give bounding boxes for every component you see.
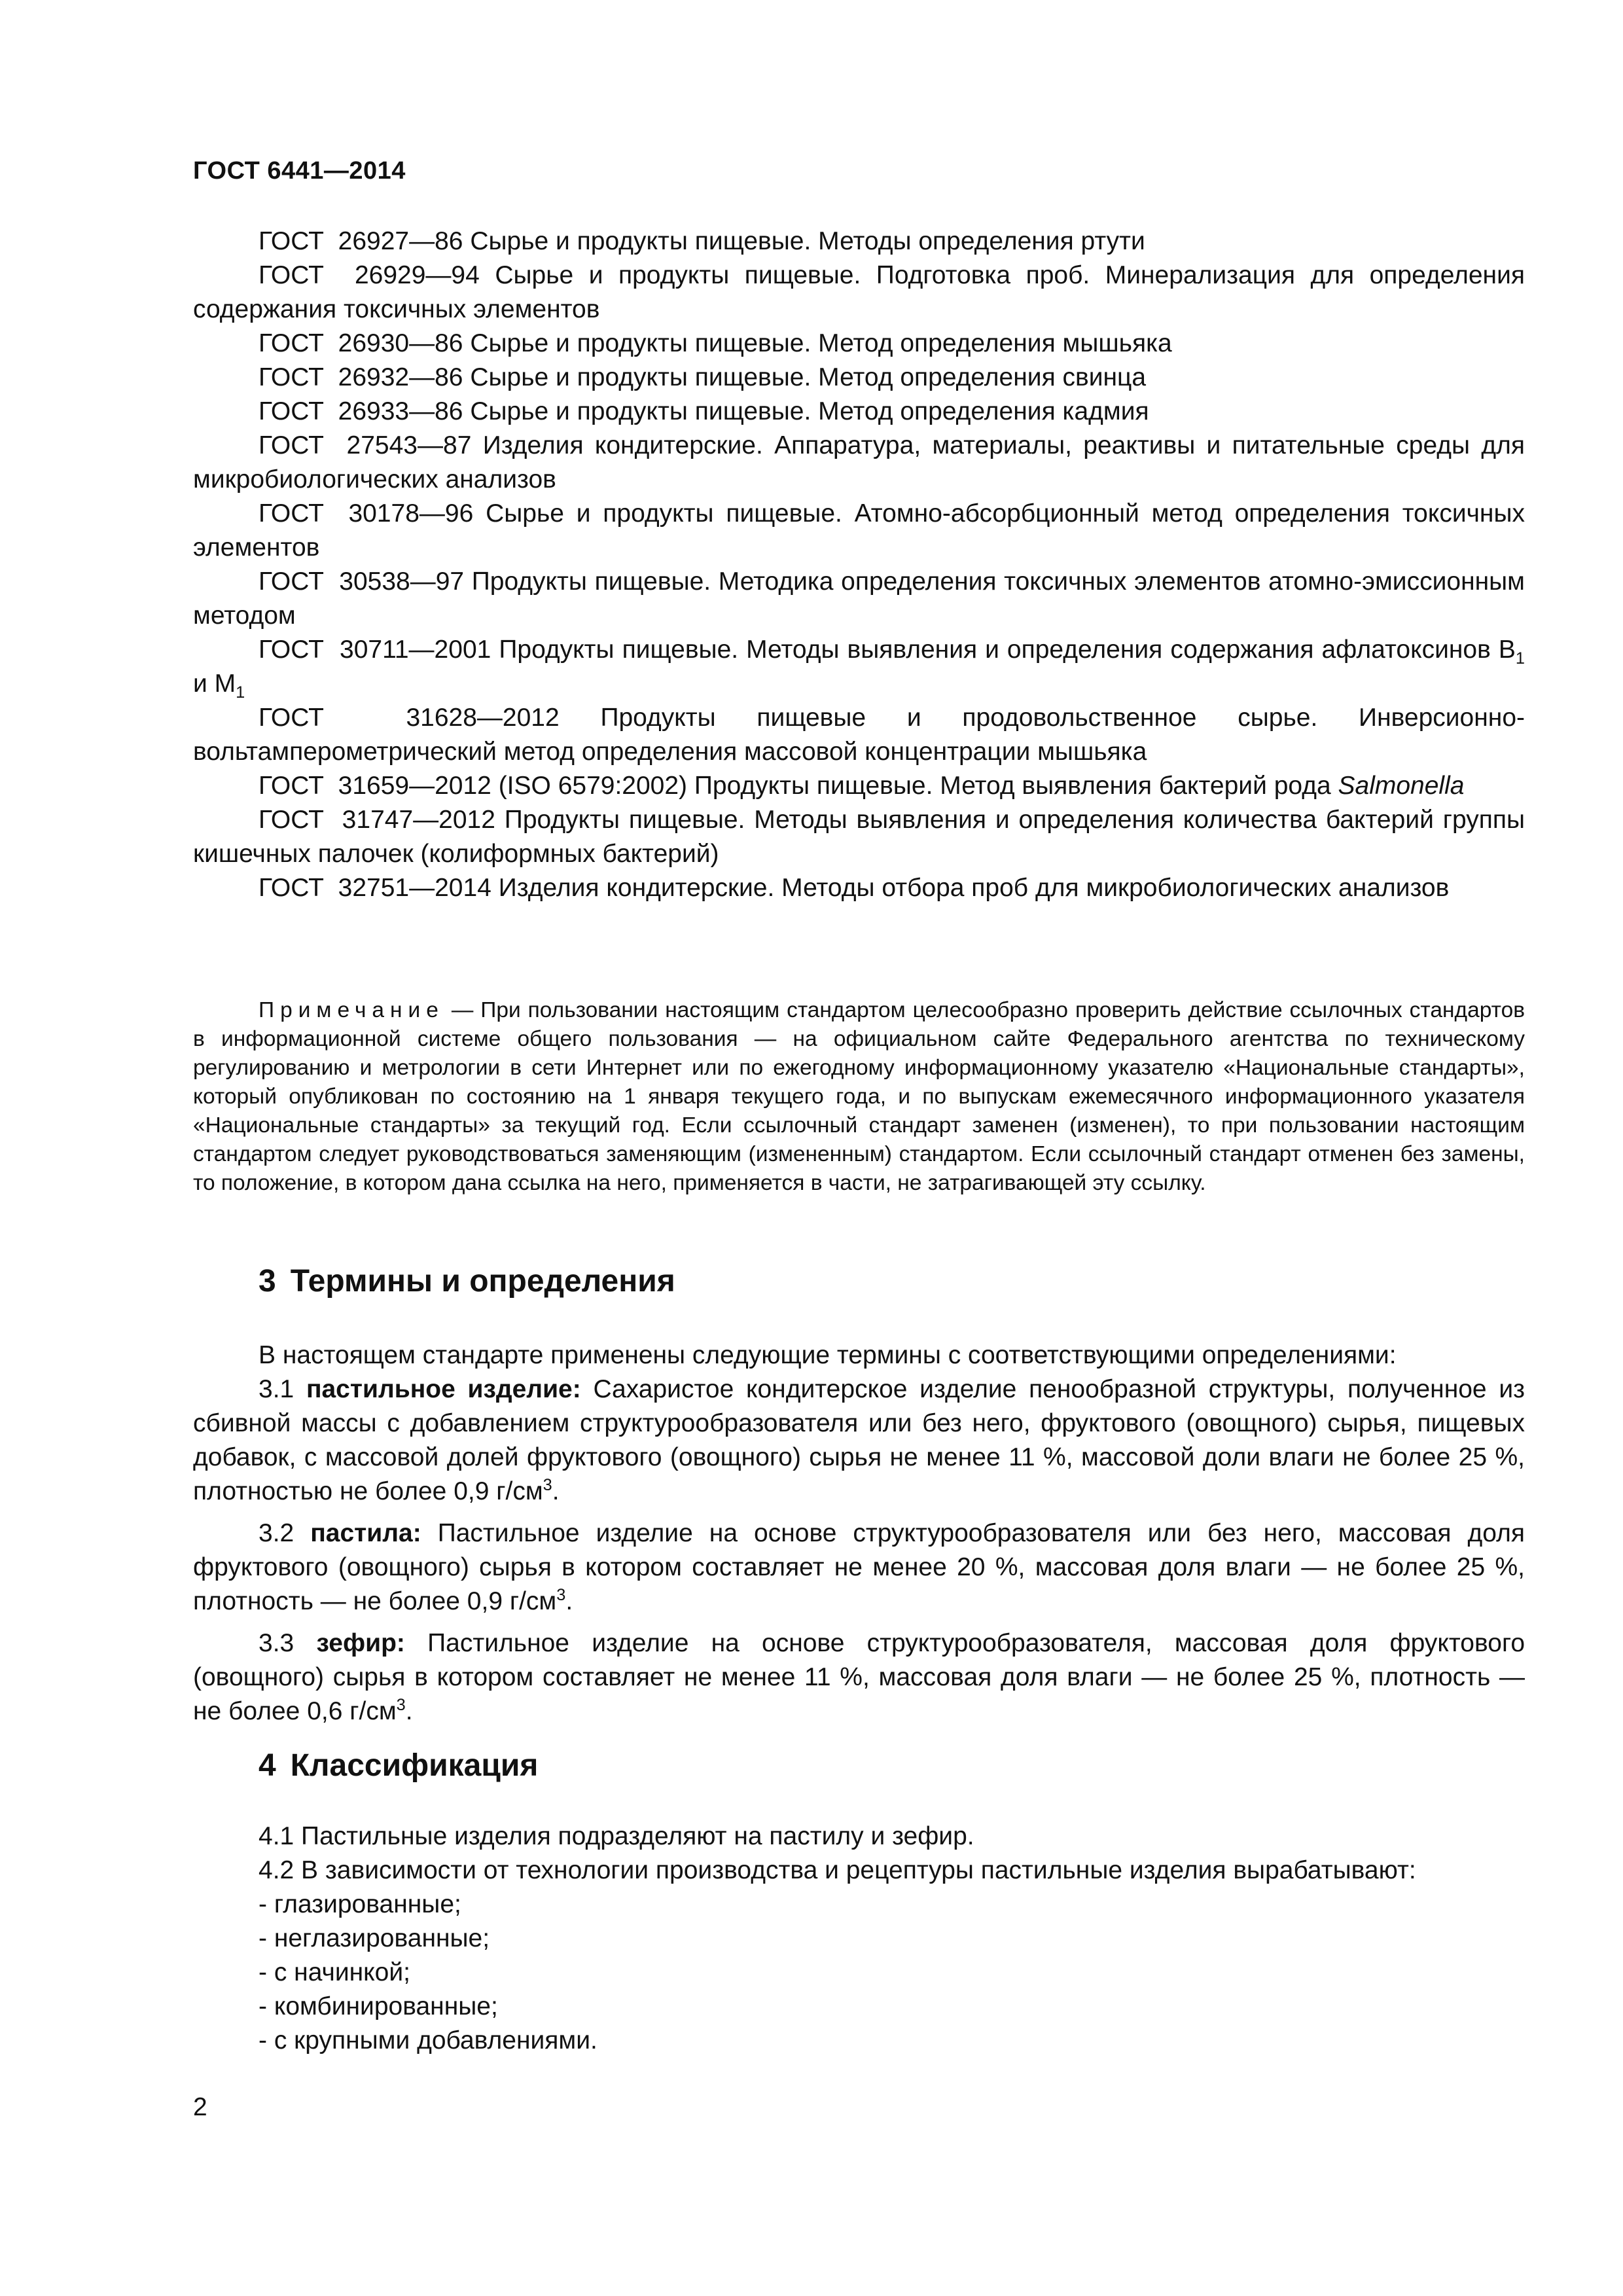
term-number: 3.1 xyxy=(259,1375,294,1403)
reference-title: Продукты пищевые. Методы выявления и определения количества бактерий группы кишечных палочек (колиформных бактерий) xyxy=(193,806,1525,868)
term-end: . xyxy=(405,1697,413,1725)
section-3-body xyxy=(193,1338,1525,1729)
reference-item xyxy=(193,565,1525,633)
reference-item xyxy=(193,803,1525,871)
term-name: зефир: xyxy=(316,1629,405,1657)
term-number: 3.2 xyxy=(259,1519,294,1547)
reference-code: ГОСТ 26930—86 xyxy=(259,329,463,357)
reference-title: Продукты пищевые. Методы выявления и определения содержания афлатоксинов B xyxy=(499,636,1516,664)
section-number: 4 xyxy=(259,1748,276,1783)
list-item: - с крупными добавлениями. xyxy=(259,2026,597,2054)
reference-title-part: и M xyxy=(193,670,236,698)
reference-item xyxy=(193,633,1525,701)
reference-title: (ISO 6579:2002) Продукты пищевые. Метод выявления бактерий рода xyxy=(498,772,1338,800)
reference-title: Сырье и продукты пищевые. Метод определения мышьяка xyxy=(470,329,1172,357)
reference-title: Изделия кондитерские. Аппаратура, материалы, реактивы и питательные среды для микробиологических анализов xyxy=(193,431,1525,493)
reference-code: ГОСТ 26927—86 xyxy=(259,227,463,255)
reference-item xyxy=(193,327,1525,361)
section-title: Классификация xyxy=(290,1748,539,1783)
reference-item xyxy=(193,429,1525,497)
reference-title: Сырье и продукты пищевые. Метод определения кадмия xyxy=(470,397,1149,425)
reference-code: ГОСТ 27543—87 xyxy=(259,431,472,459)
reference-item xyxy=(193,395,1525,429)
reference-code: ГОСТ 31747—2012 xyxy=(259,806,495,834)
classification-paragraph: 4.1 Пастильные изделия подразделяют на пастилу и зефир. xyxy=(259,1822,974,1850)
note-paragraph xyxy=(193,996,1525,1198)
reference-item xyxy=(193,497,1525,565)
section-3-heading xyxy=(259,1263,675,1299)
document-header: ГОСТ 6441—2014 xyxy=(193,157,406,185)
term-text: Пастильное изделие на основе структурообразователя или без него, массовая доля фруктового (овощного) сырья в котором составляет не менее 20 %, массовая доля влаги — не более 25 %, плотность — не более 0,9 г/см xyxy=(193,1519,1525,1615)
list-item: - комбинированные; xyxy=(259,1992,498,2020)
term-end: . xyxy=(565,1587,573,1615)
subscript: 1 xyxy=(1515,649,1525,668)
reference-item xyxy=(193,871,1525,905)
term-definition xyxy=(193,1372,1525,1509)
term-number: 3.3 xyxy=(259,1629,294,1657)
reference-title: Продукты пищевые и продовольственное сырье. Инверсионно-вольтамперометрический метод определения массовой концентрации мышьяка xyxy=(193,704,1525,766)
reference-item xyxy=(193,769,1525,803)
term-end: . xyxy=(552,1477,560,1505)
reference-title: Сырье и продукты пищевые. Методы определения ртути xyxy=(470,227,1145,255)
reference-item xyxy=(193,701,1525,769)
term-name: пастильное изделие: xyxy=(306,1375,581,1403)
section-title: Термины и определения xyxy=(290,1264,675,1299)
reference-item xyxy=(193,224,1525,259)
subscript: 1 xyxy=(236,683,245,702)
list-item: - с начинкой; xyxy=(259,1958,410,1986)
reference-title: Сырье и продукты пищевые. Метод определения свинца xyxy=(470,363,1147,391)
reference-item xyxy=(193,361,1525,395)
section-number: 3 xyxy=(259,1264,276,1299)
term-text: Пастильное изделие на основе структурообразователя, массовая доля фруктового (овощного) сырья в котором составляет не менее 11 %, массовая доля влаги — не более 25 %, плотность — не более 0,6 г/см xyxy=(193,1629,1525,1725)
term-definition xyxy=(193,1516,1525,1619)
section-4-heading xyxy=(259,1748,538,1784)
reference-title: Продукты пищевые. Методика определения токсичных элементов атомно-эмиссионным методом xyxy=(193,567,1525,630)
reference-code: ГОСТ 32751—2014 xyxy=(259,874,491,902)
reference-code: ГОСТ 31628—2012 xyxy=(259,704,560,732)
list-item: - неглазированные; xyxy=(259,1924,490,1952)
list-item: - глазированные; xyxy=(259,1890,461,1918)
note-label: Примечание xyxy=(259,998,444,1022)
normative-references-list xyxy=(193,224,1525,905)
reference-code: ГОСТ 31659—2012 xyxy=(259,772,491,800)
italic-term: Salmonella xyxy=(1338,772,1465,800)
section-4-body xyxy=(193,1820,1525,2058)
reference-code: ГОСТ 26932—86 xyxy=(259,363,463,391)
term-text: Сахаристое кондитерское изделие пенообразной структуры, полученное из сбивной массы с добавлением структурообразователя или без него, фруктового (овощного) сырья, пищевых добавок, с массовой долей фруктового (овощного) сырья не менее 11 %, массовой доли влаги не более 25 %, плотностью не более 0,9 г/см xyxy=(193,1375,1525,1505)
reference-code: ГОСТ 26929—94 xyxy=(259,261,480,289)
reference-item xyxy=(193,259,1525,327)
reference-code: ГОСТ 30538—97 xyxy=(259,567,465,596)
document-page xyxy=(193,0,1525,2296)
reference-title: Сырье и продукты пищевые. Подготовка проб. Минерализация для определения содержания токсичных элементов xyxy=(193,261,1525,323)
note-text: — При пользовании настоящим стандартом целесообразно проверить действие ссылочных стандартов в информационной системе общего пользования — на официальном сайте Федерального агентства по техническому регулированию и метрологии в сети Интернет или по ежегодному информационному указателю «Национальные стандарты», который опубликован по состоянию на 1 января текущего года, и по выпускам ежемесячного информационного указателя «Национальные стандарты» за текущий год. Если ссылочный стандарт заменен (изменен), то при пользовании настоящим стандартом следует руководствоваться заменяющим (измененным) стандартом. Если ссылочный стандарт отменен без замены, то положение, в котором дана ссылка на него, применяется в части, не затрагивающей эту ссылку. xyxy=(193,998,1525,1195)
superscript: 3 xyxy=(543,1476,552,1494)
superscript: 3 xyxy=(556,1586,566,1604)
classification-paragraph: 4.2 В зависимости от технологии производства и рецептуры пастильные изделия вырабатывают: xyxy=(259,1856,1416,1884)
reference-code: ГОСТ 30711—2001 xyxy=(259,636,491,664)
section-intro: В настоящем стандарте применены следующие термины с соответствующими определениями: xyxy=(259,1341,1397,1369)
page-number: 2 xyxy=(193,2093,207,2121)
term-definition xyxy=(193,1626,1525,1729)
reference-title: Сырье и продукты пищевые. Атомно-абсорбционный метод определения токсичных элементов xyxy=(193,499,1525,562)
reference-title: Изделия кондитерские. Методы отбора проб для микробиологических анализов xyxy=(498,874,1450,902)
superscript: 3 xyxy=(396,1696,406,1714)
reference-code: ГОСТ 26933—86 xyxy=(259,397,463,425)
reference-code: ГОСТ 30178—96 xyxy=(259,499,474,528)
term-name: пастила: xyxy=(310,1519,421,1547)
